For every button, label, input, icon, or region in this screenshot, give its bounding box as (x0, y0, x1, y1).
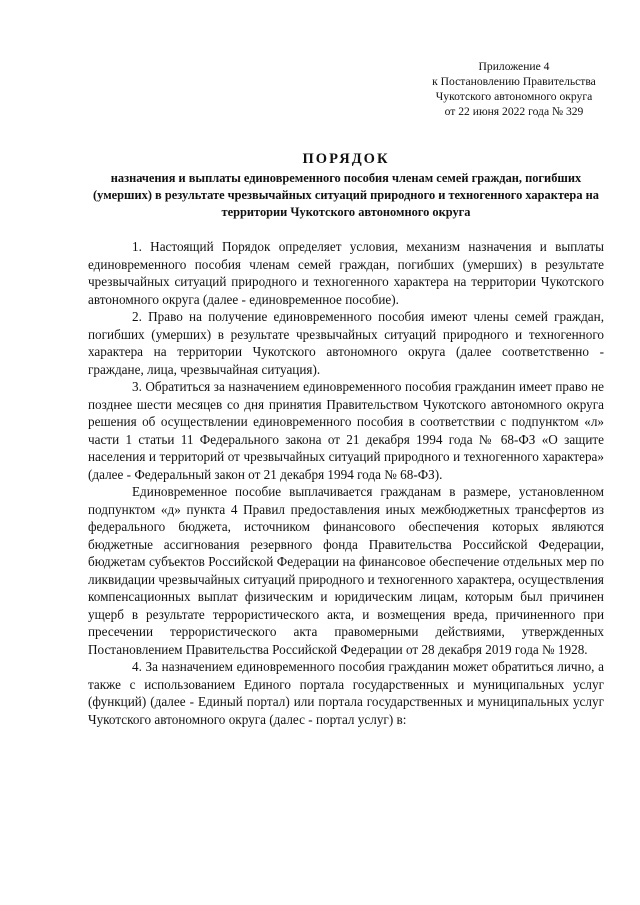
appendix-block (396, 59, 632, 119)
appendix-line-1: Приложение 4 (478, 60, 550, 73)
paragraph-3: 3. Обратиться за назначением единовременного пособия гражданин имеет право не позднее шести месяцев со дня принятия Правительством Чукотского автономного округа решения об осуществлении единовременного пособия в соответствии с подпунктом «л» части 1 статьи 11 Федерального закона от 21 декабря 1994 года № 68-ФЗ «О защите населения и территорий от чрезвычайных ситуаций природного и техногенного характера» (далее - Федеральный закон от 21 декабря 1994 года № 68-ФЗ). (88, 379, 604, 482)
appendix-line-2: к Постановлению Правительства (432, 75, 596, 88)
document-subtitle: назначения и выплаты единовременного пособия членам семей граждан, погибших (умерших) в результате чрезвычайных ситуаций природного и техногенного характера на территории Чукотского автономного округа (93, 171, 599, 219)
paragraph-2: 2. Право на получение единовременного пособия имеют члены семей граждан, погибших (умерших) в результате чрезвычайных ситуаций природного и техногенного характера на территории Чукотского автономного округа (далее соответственно - граждане, лица, чрезвычайная ситуация). (88, 309, 604, 377)
document-title: ПОРЯДОК (302, 151, 390, 167)
paragraph-3-continued: Единовременное пособие выплачивается гражданам в размере, установленном подпунктом «д» пункта 4 Правил предоставления иных межбюджетных трансфертов из федерального бюджета, источником финансового обеспечения которых являются бюджетные ассигнования резервного фонда Правительства Российской Федерации, бюджетам субъектов Российской Федерации на финансовое обеспечение отдельных мер по ликвидации чрезвычайных ситуаций природного и техногенного характера, осуществления компенсационных выплат физическим и юридическим лицам, которым был причинен ущерб в результате террористического акта, и возмещения вреда, причиненного при пресечении террористического акта правомерными действиями, утвержденных Постановлением Правительства Российской Федерации от 28 декабря 2019 года № 1928. (88, 484, 604, 657)
appendix-line-3: Чукотского автономного округа (435, 90, 593, 103)
document-body (88, 238, 604, 728)
appendix-line-4: от 22 июня 2022 года № 329 (444, 105, 584, 118)
paragraph-4: 4. За назначением единовременного пособия гражданин может обратиться лично, а также с использованием Единого портала государственных и муниципальных услуг (функций) (далее - Единый портал) или портала государственных и муниципальных услуг Чукотского автономного округа (далес - портал услуг) в: (88, 659, 604, 727)
paragraph-1: 1. Настоящий Порядок определяет условия, механизм назначения и выплаты единовременного пособия членам семей граждан, погибших (умерших) в результате чрезвычайных ситуаций природного и техногенного характера на территории Чукотского автономного округа (далее - единовременное пособие). (88, 239, 604, 307)
